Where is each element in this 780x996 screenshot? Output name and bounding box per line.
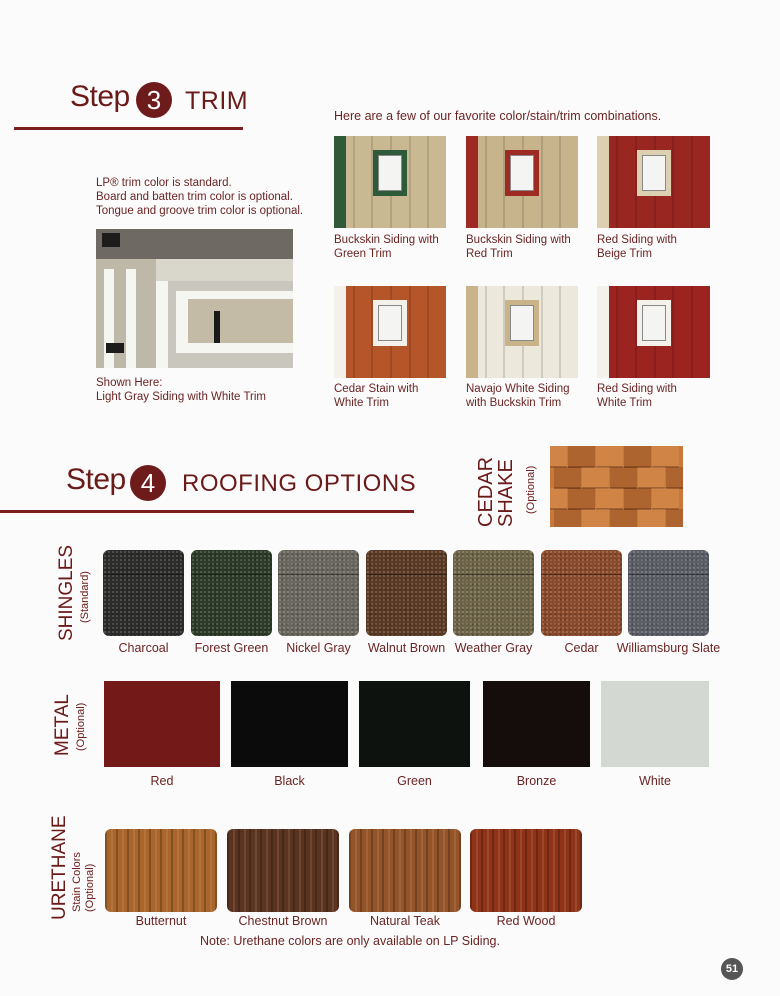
shingle-course-line xyxy=(453,574,534,575)
combo-caption xyxy=(466,233,571,261)
window-pane xyxy=(510,155,534,191)
window-frame xyxy=(505,150,539,196)
shingle-course-line xyxy=(191,574,272,575)
shingle-swatch xyxy=(541,550,622,636)
step4-word: Step xyxy=(66,463,126,496)
siding-board-line xyxy=(485,286,487,378)
metal-swatch xyxy=(231,681,348,767)
favorites-text: Here are a few of our favorite color/stain/trim combinations. xyxy=(334,109,662,123)
urethane-swatch xyxy=(349,829,461,912)
combo-photo-cedar-white xyxy=(334,286,446,378)
trim-board xyxy=(334,136,346,228)
trim-intro xyxy=(96,176,303,218)
combo-caption-line: Navajo White Siding xyxy=(466,383,570,395)
shake-shingle xyxy=(666,509,683,527)
window-frame xyxy=(637,300,671,346)
shake-shingle xyxy=(638,467,665,489)
metal-label: Red xyxy=(150,774,174,788)
combo-caption xyxy=(597,233,677,261)
window-pane xyxy=(642,305,666,341)
siding-board-line xyxy=(485,136,487,228)
combo-caption xyxy=(597,382,677,410)
combo-caption xyxy=(466,382,570,410)
combo-caption xyxy=(334,382,418,410)
siding-board-line xyxy=(353,136,355,228)
urethane-swatch xyxy=(105,829,217,912)
shake-shingle xyxy=(582,509,609,527)
shingle-label: Walnut Brown xyxy=(367,641,446,655)
shingle-swatch xyxy=(453,550,534,636)
siding-board-line xyxy=(541,286,543,378)
shingle-swatch xyxy=(191,550,272,636)
urethane-note xyxy=(71,852,97,912)
step3-rule xyxy=(14,127,243,130)
shake-shingle xyxy=(554,467,581,489)
shown-here-line: Shown Here: xyxy=(96,377,163,389)
siding-board-line xyxy=(691,286,693,378)
step3-title: TRIM xyxy=(185,87,249,115)
window-frame xyxy=(505,300,539,346)
step4-number: 4 xyxy=(130,465,166,501)
shake-shingle xyxy=(582,467,609,489)
window-pane xyxy=(378,155,402,191)
shingle-course-line xyxy=(278,574,359,575)
step4-title: ROOFING OPTIONS xyxy=(182,470,417,497)
combo-caption-line: Cedar Stain with xyxy=(334,383,419,395)
cedar-shake-title xyxy=(476,457,516,527)
urethane-label: Chestnut Brown xyxy=(238,914,328,928)
combo-caption-line: Red Trim xyxy=(466,248,513,260)
shingles-note: (Standard) xyxy=(79,571,91,623)
shingle-course-line xyxy=(628,574,709,575)
urethane-title: URETHANE xyxy=(49,815,70,920)
shake-shingle xyxy=(666,467,683,489)
cedar-shake-title-line: SHAKE xyxy=(495,459,517,527)
shown-here-caption xyxy=(96,376,266,404)
shake-shingle xyxy=(652,446,679,468)
shake-shingle xyxy=(638,509,665,527)
cedar-shake-swatch xyxy=(550,446,683,527)
combo-photo-buckskin-green xyxy=(334,136,446,228)
metal-label: Bronze xyxy=(516,774,557,788)
urethane-swatch xyxy=(227,829,339,912)
combo-caption-line: with Buckskin Trim xyxy=(466,397,562,409)
shake-shingle xyxy=(550,488,567,510)
shake-shingle xyxy=(652,488,679,510)
combo-caption-line: Buckskin Siding with xyxy=(334,234,439,246)
siding-board-line xyxy=(409,136,411,228)
shake-shingle xyxy=(596,446,623,468)
shingle-label: Weather Gray xyxy=(454,641,533,655)
shake-shingle xyxy=(596,488,623,510)
window-frame xyxy=(637,150,671,196)
siding-board-line xyxy=(559,286,561,378)
trim-intro-line: Board and batten trim color is optional. xyxy=(96,191,293,203)
combo-caption-line: Buckskin Siding with xyxy=(466,234,571,246)
metal-label: White xyxy=(639,774,671,788)
trim-board xyxy=(466,136,478,228)
metal-swatch xyxy=(483,681,590,767)
trim-intro-line: Tongue and groove trim color is optional. xyxy=(96,205,304,217)
combo-caption-line: Red Siding with xyxy=(597,234,677,246)
combo-caption-line: White Trim xyxy=(334,397,389,409)
metal-swatch xyxy=(359,681,470,767)
shingle-label: Forest Green xyxy=(194,641,269,655)
siding-board-line xyxy=(559,136,561,228)
urethane-label: Natural Teak xyxy=(370,914,440,928)
trim-board xyxy=(597,136,609,228)
shake-shingle xyxy=(550,446,567,468)
shingle-course-line xyxy=(103,574,184,575)
cedar-shake-title-line: CEDAR xyxy=(475,456,497,527)
urethane-label: Butternut xyxy=(135,914,187,928)
trim-board xyxy=(334,286,346,378)
combo-photo-red-beige xyxy=(597,136,710,228)
metal-label: Black xyxy=(274,774,305,788)
window-pane xyxy=(642,155,666,191)
combo-caption-line: Red Siding with xyxy=(597,383,677,395)
siding-board-line xyxy=(409,286,411,378)
siding-board-line xyxy=(427,136,429,228)
page-number: 51 xyxy=(721,958,743,980)
shake-shingle xyxy=(568,488,595,510)
siding-board-line xyxy=(541,136,543,228)
shake-shingle xyxy=(624,446,651,468)
shingles-title: SHINGLES xyxy=(56,544,77,641)
urethane-label: Red Wood xyxy=(496,914,556,928)
shake-shingle xyxy=(624,488,651,510)
window-frame xyxy=(373,300,407,346)
siding-board-line xyxy=(672,286,674,378)
step4-rule xyxy=(0,510,414,513)
trim-example-photo xyxy=(96,229,293,368)
siding-board-line xyxy=(616,136,618,228)
shingle-swatch xyxy=(366,550,447,636)
siding-board-line xyxy=(353,286,355,378)
shown-here-line: Light Gray Siding with White Trim xyxy=(96,391,267,403)
urethane-swatch xyxy=(470,829,582,912)
combo-photo-navajo-buckskin xyxy=(466,286,578,378)
siding-board-line xyxy=(672,136,674,228)
shake-shingle xyxy=(554,509,581,527)
trim-board xyxy=(466,286,478,378)
shingle-label: Williamsburg Slate xyxy=(616,641,721,655)
metal-swatch xyxy=(104,681,220,767)
combo-caption xyxy=(334,233,439,261)
shingle-label: Cedar xyxy=(564,641,599,655)
metal-swatch xyxy=(601,681,709,767)
step3-number: 3 xyxy=(136,82,172,118)
window-frame xyxy=(373,150,407,196)
shingle-label: Charcoal xyxy=(118,641,169,655)
cedar-shake-note: (Optional) xyxy=(525,465,537,514)
shingle-label: Nickel Gray xyxy=(286,641,351,655)
shake-shingle xyxy=(568,446,595,468)
shake-shingle xyxy=(610,509,637,527)
window-pane xyxy=(378,305,402,341)
metal-note: (Optional) xyxy=(75,702,87,751)
trim-intro-line: LP® trim color is standard. xyxy=(96,177,232,189)
siding-board-line xyxy=(691,136,693,228)
shingle-swatch xyxy=(103,550,184,636)
shake-shingle xyxy=(610,467,637,489)
combo-photo-red-white xyxy=(597,286,710,378)
combo-caption-line: Beige Trim xyxy=(597,248,652,260)
combo-caption-line: White Trim xyxy=(597,397,652,409)
siding-board-line xyxy=(427,286,429,378)
metal-title: METAL xyxy=(52,694,73,756)
shingle-swatch xyxy=(278,550,359,636)
combo-photo-buckskin-red xyxy=(466,136,578,228)
combo-caption-line: Green Trim xyxy=(334,248,392,260)
urethane-note-line: (Optional) xyxy=(84,863,96,912)
urethane-note-line: Stain Colors xyxy=(71,852,83,912)
metal-label: Green xyxy=(397,774,432,788)
shingle-swatch xyxy=(628,550,709,636)
urethane-footnote: Note: Urethane colors are only available on LP Siding. xyxy=(200,934,500,948)
step3-word: Step xyxy=(70,80,130,113)
shingle-course-line xyxy=(366,574,447,575)
siding-board-line xyxy=(616,286,618,378)
trim-board xyxy=(597,286,609,378)
window-pane xyxy=(510,305,534,341)
shingle-course-line xyxy=(541,574,622,575)
